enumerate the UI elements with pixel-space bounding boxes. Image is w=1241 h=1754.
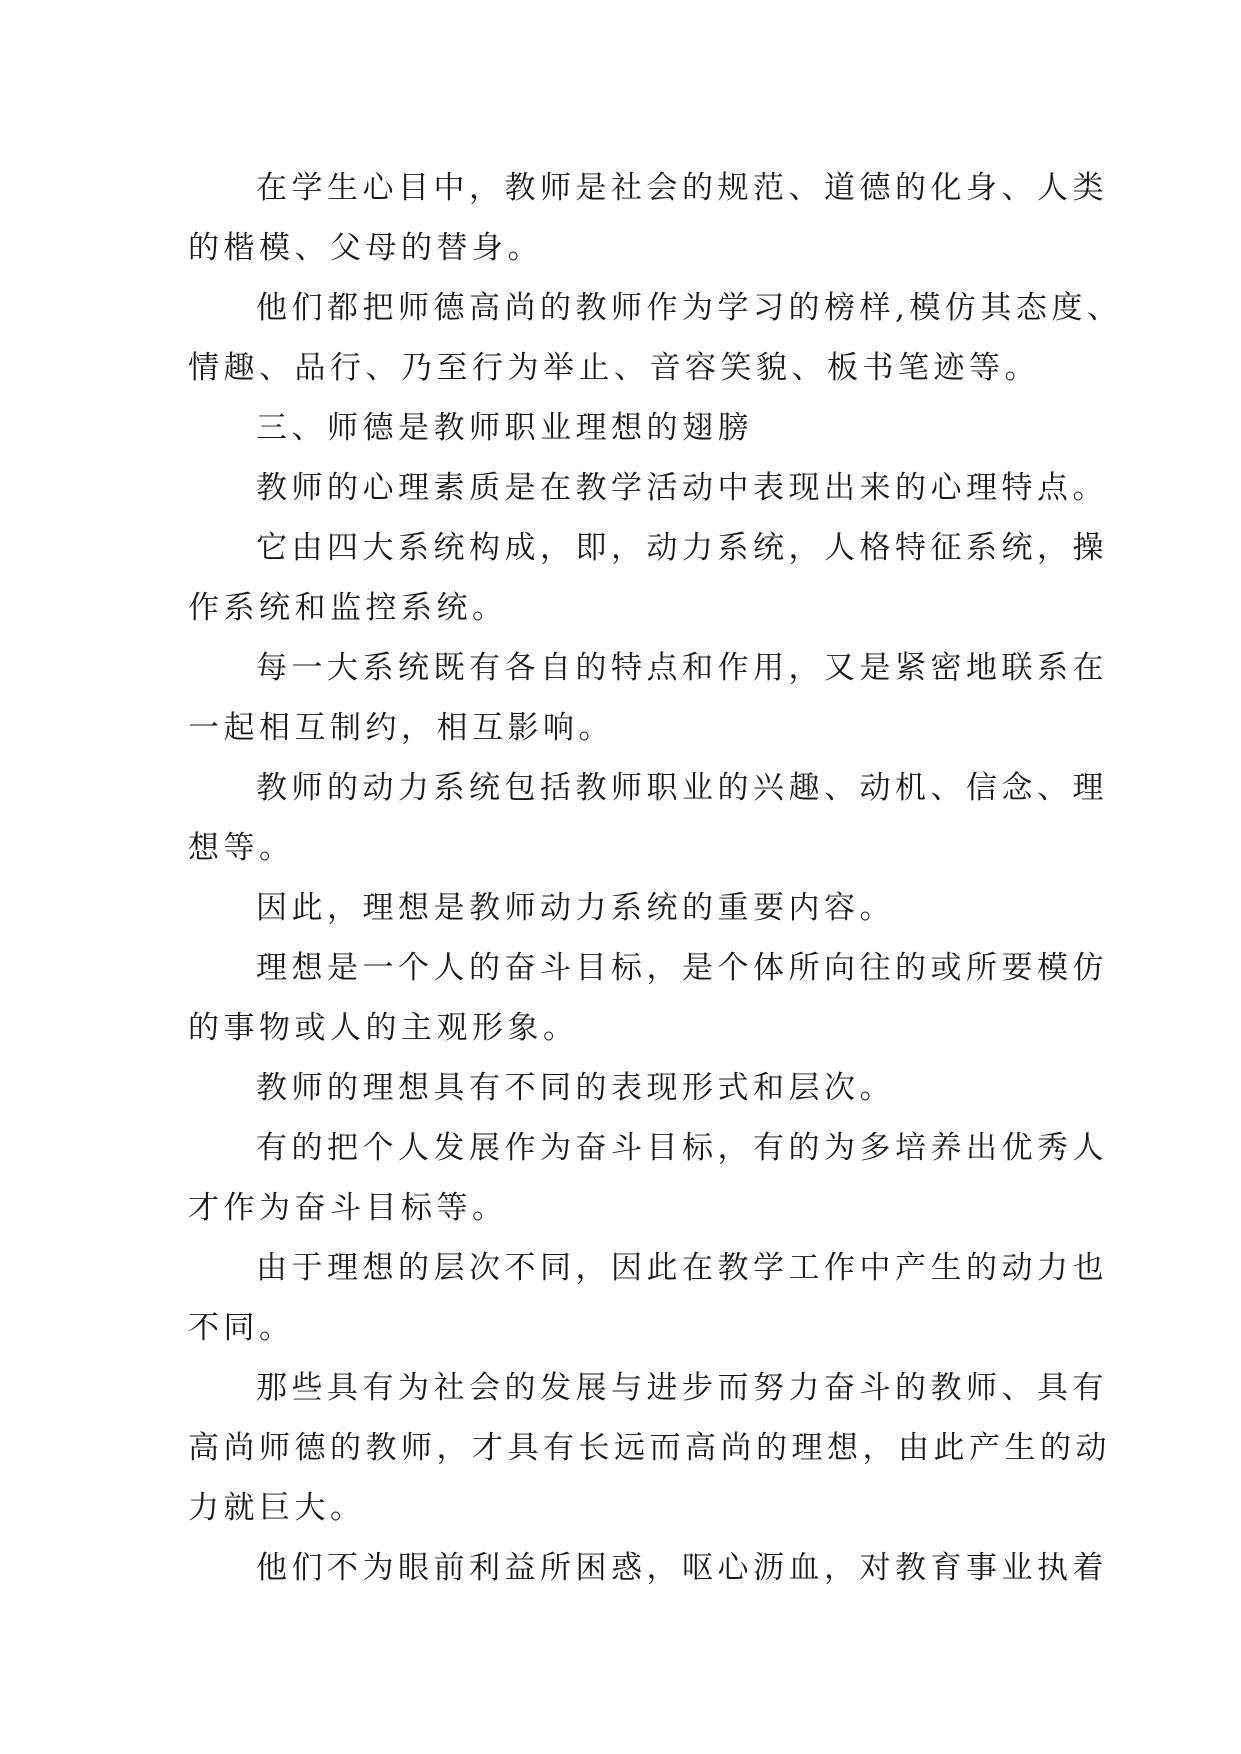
paragraph: [188, 1238, 1108, 1358]
paragraph: [188, 518, 1108, 638]
text-line: 的楷模、父母的替身。: [188, 230, 543, 266]
heading-line: 三、师德是教师职业理想的翅膀: [256, 410, 753, 446]
text-line: 那些具有为社会的发展与进步而努力奋斗的教师、具有: [256, 1370, 1108, 1406]
paragraph: [188, 1538, 1108, 1598]
text-line: 作系统和监控系统。: [188, 590, 508, 626]
paragraph: [188, 1358, 1111, 1538]
paragraph: [188, 158, 1108, 278]
document-body: [188, 158, 1123, 1598]
paragraph: [188, 938, 1108, 1058]
text-line: 一起相互制约，相互影响。: [188, 710, 614, 746]
text-line: 它由四大系统构成，即，动力系统，人格特征系统，操: [256, 530, 1108, 566]
text-line: 理想是一个人的奋斗目标，是个体所向往的或所要模仿: [256, 950, 1108, 986]
text-line: 他们都把师德高尚的教师作为学习的榜样,模仿其态度、: [256, 290, 1123, 326]
text-line: 不同。: [188, 1310, 295, 1346]
text-line: 他们不为眼前利益所困惑，呕心沥血，对教育事业执着: [256, 1550, 1108, 1586]
text-line: 由于理想的层次不同，因此在教学工作中产生的动力也: [256, 1250, 1108, 1286]
paragraph: [188, 1058, 1078, 1118]
text-line: 的事物或人的主观形象。: [188, 1010, 579, 1046]
text-line: 想等。: [188, 830, 295, 866]
paragraph: [188, 878, 1078, 938]
text-line: 教师的心理素质是在教学活动中表现出来的心理特点。: [256, 470, 1108, 506]
text-line: 教师的理想具有不同的表现形式和层次。: [256, 1070, 895, 1106]
text-line: 在学生心目中，教师是社会的规范、道德的化身、人类: [256, 170, 1108, 206]
paragraph: [188, 1118, 1108, 1238]
text-line: 情趣、品行、乃至行为举止、音容笑貌、板书笔迹等。: [188, 350, 1040, 386]
paragraph: [188, 638, 1108, 758]
text-line: 每一大系统既有各自的特点和作用，又是紧密地联系在: [256, 650, 1108, 686]
section-heading: [188, 398, 1078, 458]
text-line: 力就巨大。: [188, 1490, 366, 1526]
text-line: 因此，理想是教师动力系统的重要内容。: [256, 890, 895, 926]
paragraph: [188, 278, 1123, 398]
paragraph: [188, 758, 1108, 878]
paragraph: [188, 458, 1108, 518]
text-line: 高尚师德的教师，才具有长远而高尚的理想，由此产生的动: [188, 1430, 1111, 1466]
text-line: 有的把个人发展作为奋斗目标，有的为多培养出优秀人: [256, 1130, 1108, 1166]
text-line: 教师的动力系统包括教师职业的兴趣、动机、信念、理: [256, 770, 1108, 806]
text-line: 才作为奋斗目标等。: [188, 1190, 508, 1226]
